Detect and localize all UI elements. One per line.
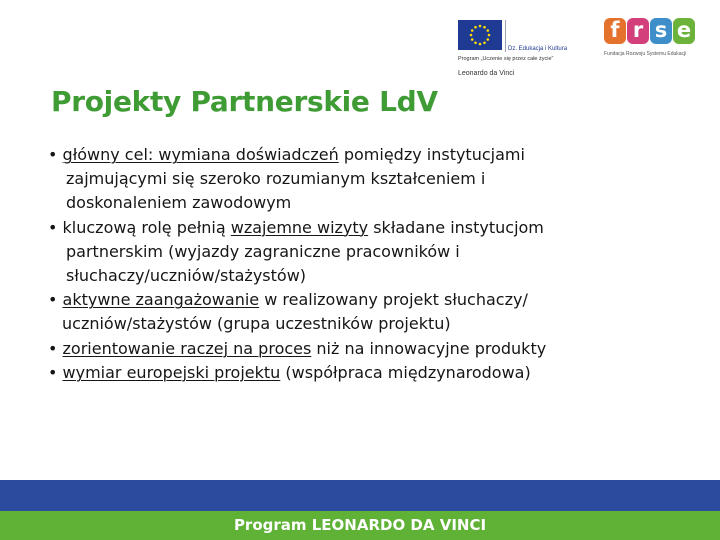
frse-letter-f: f [604,18,626,44]
bullet-item [48,337,668,361]
bullet-text: uczniów/stażystów (grupa uczestników projektu) [62,314,451,334]
bullet-text: • [48,362,63,382]
bullet-text: w realizowany projekt słuchaczy/ [259,290,528,310]
frse-logo [604,18,700,62]
bullet-continuation [48,240,668,264]
eu-star [474,41,477,44]
bullet-text: słuchaczy/uczniów/stażystów) [66,266,307,286]
emphasis-text: wzajemne wizyty [230,217,369,237]
eu-star [471,29,474,32]
bullet-item [48,361,668,385]
bullet-text: pomiędzy instytucjami [338,145,525,164]
bullet-text: (współpraca międzynarodowa) [280,362,531,382]
eu-program-name: Leonardo da Vinci [458,70,515,77]
eu-department-text: Dz. Edukacja i Kultura [508,46,568,52]
emphasis-text: wymiar europejski projektu [62,362,281,382]
emphasis-text: aktywne zaangażowanie [62,290,260,310]
eu-star [474,26,477,29]
bullet-item [48,216,668,240]
bullet-text: doskonaleniem zawodowym [66,193,292,213]
bullet-text: składane instytucjom [368,217,544,237]
eu-star [479,25,482,28]
bullet-text: zajmującymi się szeroko rozumianym kształceniem i [66,169,486,189]
eu-program-text: Program „Uczenie się przez całe życie” [458,56,554,62]
bullet-continuation [48,191,668,215]
eu-star [486,29,489,32]
footer-text: Program LEONARDO DA VINCI [233,516,487,534]
frse-letter-e: e [673,18,695,44]
bullet-text: • [48,338,63,358]
bullet-list [48,143,668,385]
leonardo-da-vinci-logo [458,20,568,80]
eu-stars-icon [458,20,502,50]
eu-star [488,34,491,37]
emphasis-text: główny cel: wymiana doświadczeń [62,145,339,164]
eu-star [486,38,489,41]
frse-caption: Fundacja Rozwoju Systemu Edukacji [604,51,687,57]
footer-blue-band [0,480,720,511]
bullet-continuation [48,264,668,288]
eu-star [483,26,486,29]
slide-title: Projekty Partnerskie LdV [51,85,438,118]
bullet-continuation [48,167,668,191]
eu-star [479,43,482,46]
emphasis-text: zorientowanie raczej na proces [62,338,312,358]
logo-divider [505,20,506,52]
bullet-item [48,288,668,312]
frse-letter-s: s [650,18,672,44]
bullet-item [48,143,668,167]
frse-letter-r: r [627,18,649,44]
eu-star [470,34,473,37]
bullet-text: partnerskim (wyjazdy zagraniczne pracowników i [66,241,460,261]
eu-flag-icon [458,20,502,50]
bullet-text: niż na innowacyjne produkty [311,338,547,358]
frse-letters [604,18,696,48]
eu-star [483,41,486,44]
eu-star [471,38,474,41]
bullet-text: • [48,290,63,310]
bullet-text: • kluczową rolę pełnią [48,217,231,237]
bullet-continuation [48,312,668,336]
bullet-text: • [48,145,63,164]
